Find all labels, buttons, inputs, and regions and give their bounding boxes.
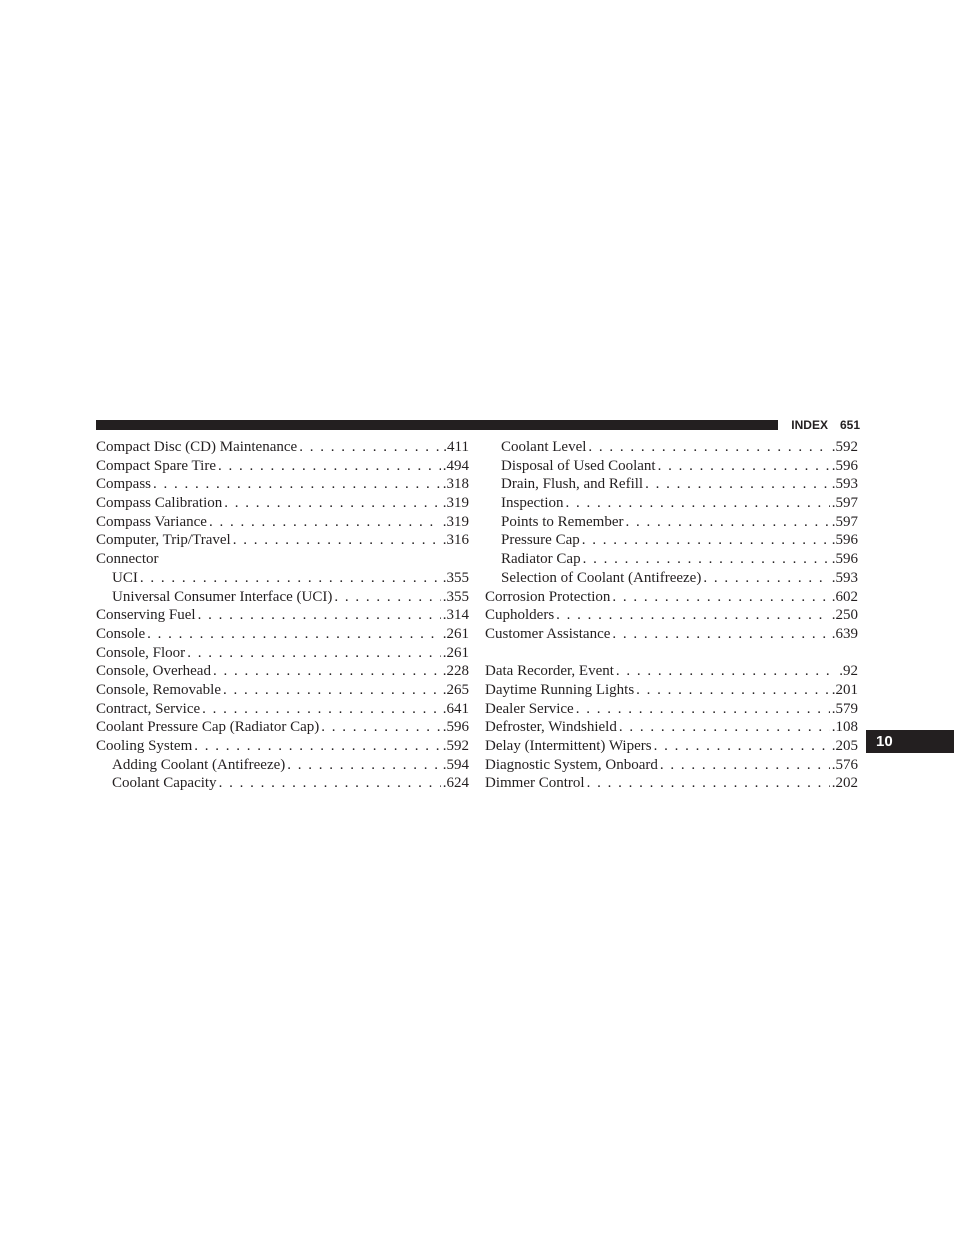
- section-label: INDEX: [791, 418, 828, 432]
- entry-page-ref: .314: [442, 607, 469, 624]
- entry-term: Diagnostic System, Onboard: [485, 756, 658, 773]
- dot-leader: [658, 457, 830, 476]
- entry-term: Compact Spare Tire: [96, 457, 216, 474]
- entry-term: Coolant Pressure Cap (Radiator Cap): [96, 719, 320, 736]
- index-subentry: [485, 531, 858, 550]
- dot-leader: [645, 475, 830, 494]
- dot-leader: [660, 756, 830, 775]
- index-entry: [96, 644, 469, 663]
- index-column-right: [485, 438, 858, 793]
- index-entry: [96, 494, 469, 513]
- index-entry: [485, 588, 858, 607]
- dot-leader: [202, 700, 441, 719]
- entry-page-ref: .205: [831, 738, 858, 754]
- running-header: [782, 417, 860, 433]
- entry-page-ref: .592: [831, 439, 858, 455]
- entry-term: Console, Floor: [96, 644, 186, 661]
- entry-term: Contract, Service: [96, 700, 201, 717]
- dot-leader: [187, 644, 441, 663]
- entry-term: Dimmer Control: [485, 775, 585, 792]
- entry-term: Coolant Level: [501, 439, 587, 455]
- entry-page-ref: .319: [442, 495, 469, 512]
- entry-page-ref: .596: [831, 551, 858, 568]
- dot-leader: [636, 681, 830, 700]
- entry-term: Console, Overhead: [96, 663, 211, 680]
- entry-page-ref: .355: [442, 588, 469, 605]
- entry-page-ref: .355: [442, 569, 469, 586]
- dot-leader: [334, 588, 440, 607]
- dot-leader: [223, 681, 441, 700]
- entry-term: Customer Assistance: [485, 625, 611, 642]
- index-entry: [485, 681, 858, 700]
- index-entry: [485, 737, 858, 756]
- dot-leader: [654, 737, 830, 756]
- dot-leader: [194, 737, 440, 756]
- entry-page-ref: .261: [442, 644, 469, 661]
- entry-term: Universal Consumer Interface (UCI): [112, 588, 333, 605]
- entry-page-ref: .594: [442, 756, 469, 773]
- index-subentry: [96, 569, 469, 588]
- dot-leader: [287, 756, 440, 775]
- entry-page-ref: .202: [831, 775, 858, 792]
- index-entry: [96, 681, 469, 700]
- index-entry: [485, 718, 858, 737]
- entry-term: Selection of Coolant (Antifreeze): [501, 569, 702, 586]
- index-subentry: [485, 513, 858, 532]
- entry-term: Computer, Trip/Travel: [96, 532, 231, 549]
- dot-leader: [588, 438, 829, 457]
- dot-leader: [612, 588, 829, 607]
- entry-term: Drain, Flush, and Refill: [501, 476, 644, 493]
- dot-leader: [140, 569, 441, 588]
- dot-leader: [147, 625, 441, 644]
- index-entry: [485, 662, 858, 681]
- index-entry: [485, 700, 858, 719]
- entry-term: Delay (Intermittent) Wipers: [485, 738, 652, 754]
- index-subentry: [96, 774, 469, 793]
- dot-leader: [583, 550, 830, 569]
- entry-term: Compass Variance: [96, 513, 207, 530]
- header-rule: [96, 420, 778, 430]
- dot-leader: [556, 606, 830, 625]
- dot-leader: [582, 531, 830, 550]
- dot-leader: [299, 438, 441, 457]
- index-entry: [96, 662, 469, 681]
- entry-term: Coolant Capacity: [112, 775, 217, 792]
- entry-page-ref: .592: [442, 738, 469, 754]
- entry-page-ref: .316: [442, 532, 469, 549]
- entry-page-ref: .639: [831, 625, 858, 642]
- entry-term: Inspection: [501, 495, 564, 512]
- entry-page-ref: .602: [831, 588, 858, 605]
- entry-page-ref: .596: [831, 457, 858, 474]
- dot-leader: [198, 606, 441, 625]
- entry-page-ref: .92: [839, 663, 858, 680]
- index-subentry: [96, 588, 469, 607]
- entry-term: Cupholders: [485, 607, 555, 624]
- index-subentry: [485, 550, 858, 569]
- dot-leader: [209, 513, 441, 532]
- index-column-left: [96, 438, 469, 793]
- index-group-d: [485, 662, 858, 793]
- entry-term: Connector: [96, 551, 159, 568]
- dot-leader: [224, 494, 441, 513]
- entry-term: Console: [96, 625, 146, 642]
- entry-page-ref: .250: [831, 607, 858, 624]
- entry-page-ref: .596: [442, 719, 469, 736]
- entry-page-ref: .593: [831, 569, 858, 586]
- dot-leader: [219, 774, 441, 793]
- entry-page-ref: .318: [442, 476, 469, 493]
- entry-term: Daytime Running Lights: [485, 681, 635, 698]
- dot-leader: [213, 662, 441, 681]
- index-entry: [96, 475, 469, 494]
- entry-page-ref: .265: [442, 681, 469, 698]
- index-entry: [485, 625, 858, 644]
- entry-page-ref: .494: [442, 457, 469, 474]
- index-entry: [96, 457, 469, 476]
- dot-leader: [703, 569, 829, 588]
- dot-leader: [565, 494, 829, 513]
- index-subentry: [485, 438, 858, 457]
- dot-leader: [619, 718, 830, 737]
- dot-leader: [218, 457, 441, 476]
- entry-term: Points to Remember: [501, 513, 624, 530]
- entry-page-ref: .411: [443, 439, 469, 455]
- entry-term: UCI: [112, 569, 138, 586]
- dot-leader: [321, 718, 440, 737]
- entry-page-ref: .597: [831, 495, 858, 512]
- index-subentry: [485, 494, 858, 513]
- index-subentry: [485, 475, 858, 494]
- entry-term: Defroster, Windshield: [485, 719, 617, 736]
- dot-leader: [587, 774, 830, 793]
- index-entry: [485, 774, 858, 793]
- index-subentry: [485, 457, 858, 476]
- index-entry: [96, 625, 469, 644]
- entry-page-ref: .319: [442, 513, 469, 530]
- entry-page-ref: .261: [442, 625, 469, 642]
- dot-leader: [153, 475, 441, 494]
- index-entry: [485, 606, 858, 625]
- entry-term: Cooling System: [96, 738, 193, 754]
- dot-leader: [233, 531, 441, 550]
- entry-term: Adding Coolant (Antifreeze): [112, 756, 286, 773]
- group-spacer: [485, 644, 858, 663]
- entry-term: Console, Removable: [96, 681, 221, 698]
- entry-page-ref: .641: [442, 700, 469, 717]
- entry-term: Compass Calibration: [96, 495, 223, 512]
- dot-leader: [626, 513, 830, 532]
- dot-leader: [616, 662, 837, 681]
- entry-term: Compass: [96, 476, 152, 493]
- entry-page-ref: .597: [831, 513, 858, 530]
- index-entry: [96, 550, 469, 569]
- index-entry: [96, 700, 469, 719]
- dot-leader: [576, 700, 830, 719]
- entry-term: Dealer Service: [485, 700, 574, 717]
- entry-term: Corrosion Protection: [485, 588, 611, 605]
- entry-term: Pressure Cap: [501, 532, 580, 549]
- index-entry: [96, 606, 469, 625]
- entry-page-ref: .596: [831, 532, 858, 549]
- index-entry: [96, 438, 469, 457]
- index-entry: [96, 737, 469, 756]
- index-entry: [96, 531, 469, 550]
- entry-term: Compact Disc (CD) Maintenance: [96, 439, 298, 455]
- entry-term: Conserving Fuel: [96, 607, 196, 624]
- entry-page-ref: .108: [831, 719, 858, 736]
- chapter-tab[interactable]: 10: [866, 730, 954, 753]
- dot-leader: [612, 625, 829, 644]
- entry-page-ref: .624: [442, 775, 469, 792]
- entry-page-ref: .579: [831, 700, 858, 717]
- entry-page-ref: .593: [831, 476, 858, 493]
- entry-page-ref: .201: [831, 681, 858, 698]
- index-subentry: [485, 569, 858, 588]
- index-entry: [96, 718, 469, 737]
- page-number: 651: [839, 418, 860, 432]
- entry-page-ref: .228: [442, 663, 469, 680]
- index-group-c-continued: [485, 438, 858, 644]
- index-entry: [485, 756, 858, 775]
- entry-term: Radiator Cap: [501, 551, 581, 568]
- index-entry: [96, 513, 469, 532]
- entry-term: Disposal of Used Coolant: [501, 457, 656, 474]
- index-subentry: [96, 756, 469, 775]
- entry-page-ref: .576: [831, 756, 858, 773]
- entry-term: Data Recorder, Event: [485, 663, 614, 680]
